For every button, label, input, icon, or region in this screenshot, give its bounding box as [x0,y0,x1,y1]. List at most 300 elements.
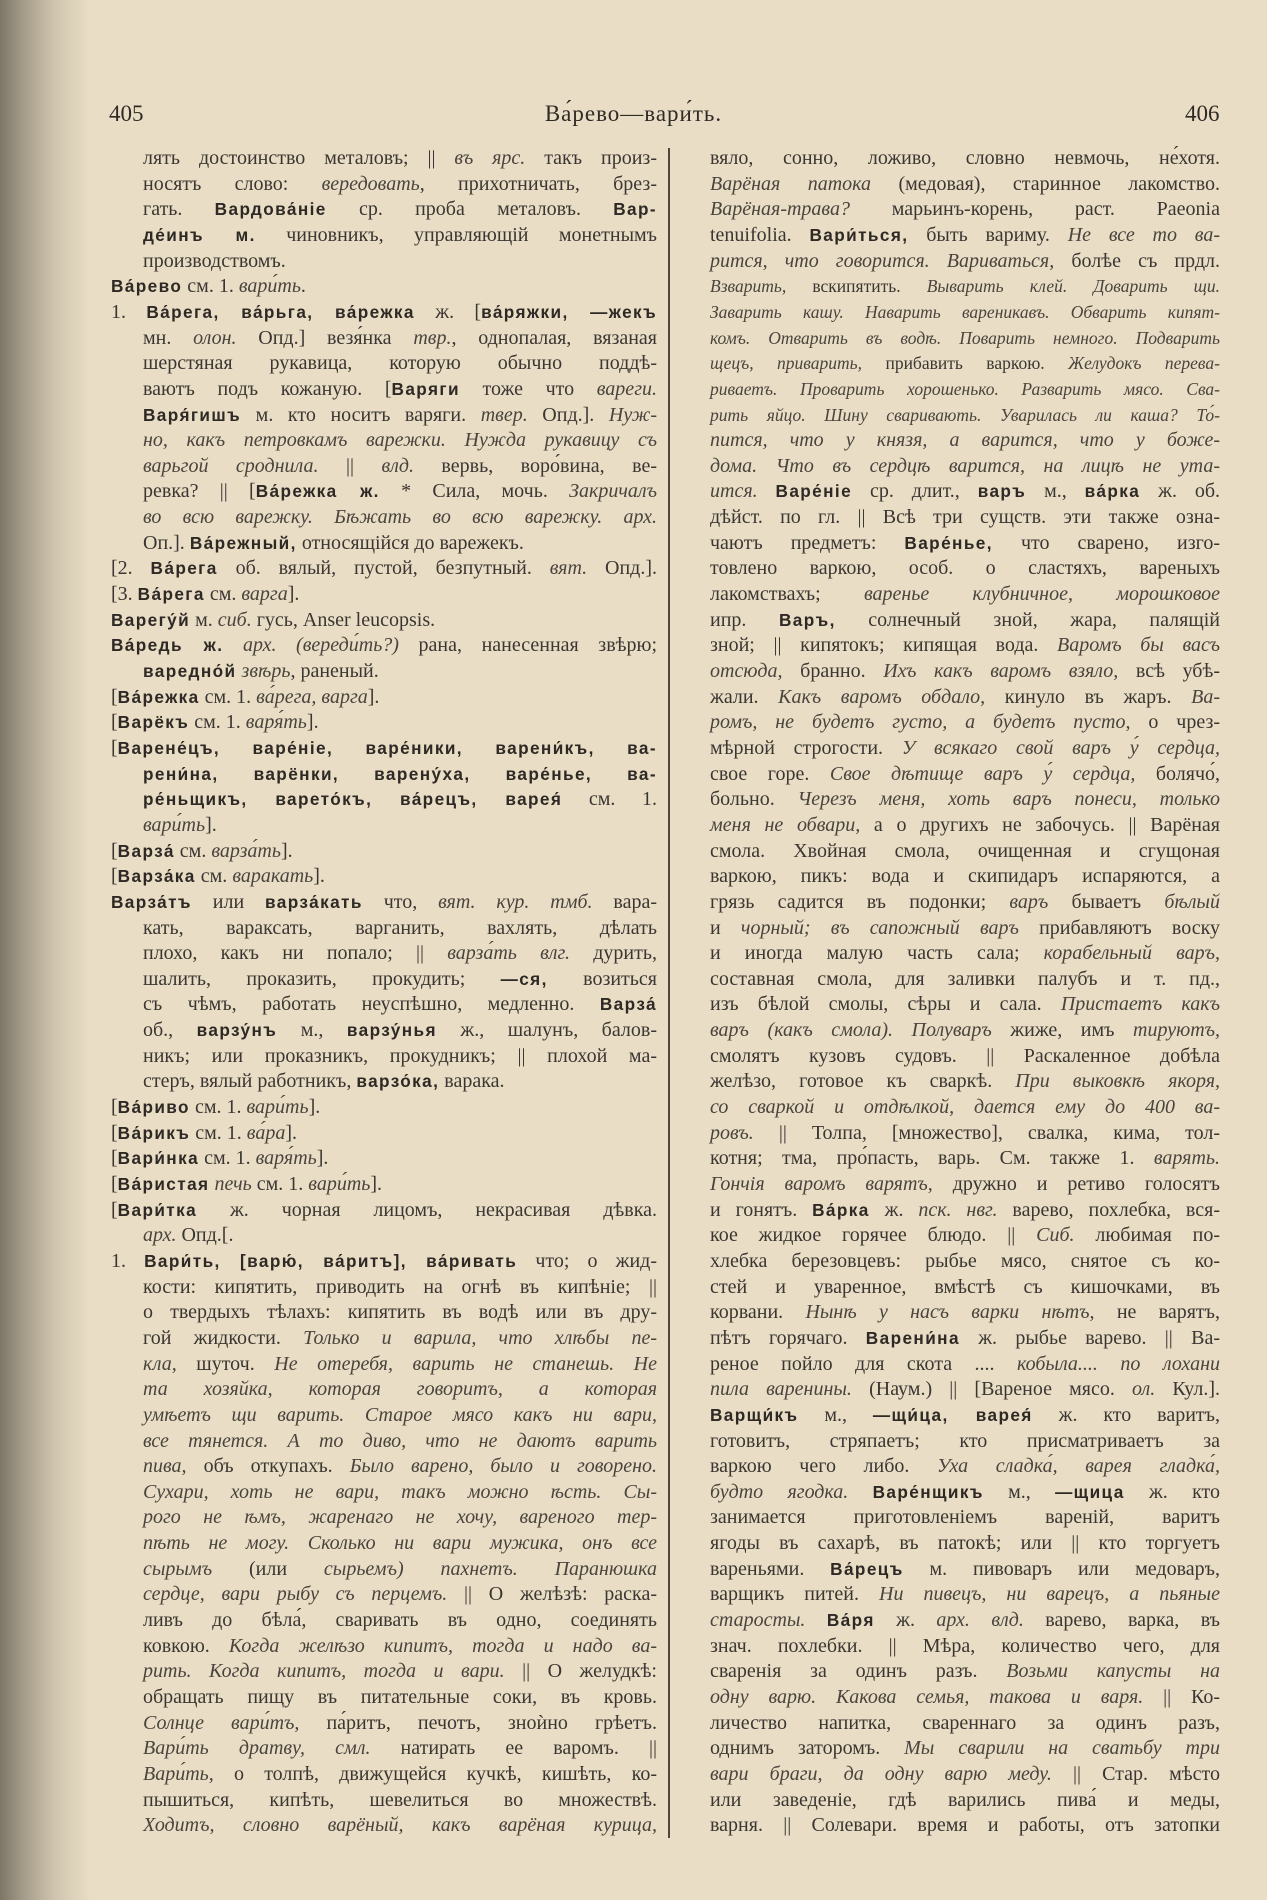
text: [ [111,736,118,759]
dictionary-line [143,787,657,813]
text: об. вялый, пустой, безпутный. [217,557,550,580]
dictionary-line [111,1172,657,1198]
dictionary-line [111,864,657,890]
italic-text: варя́ть [255,1147,317,1170]
italic-text: Нуж- [608,403,657,426]
italic-text: влд. [381,454,414,477]
italic-text: Вари́ть дратву, смл. [143,1737,371,1760]
text: || Толпа, [множество], свалка, кима, тол- [753,1121,1220,1144]
italic-text: вари́ть [308,1173,371,1195]
italic-text: Варёная-трава? [710,198,850,221]
dictionary-line [710,1352,1220,1378]
text: сваренія за одинъ разъ. [710,1660,1007,1683]
dictionary-line [143,1377,657,1403]
dictionary-line [143,1223,657,1249]
italic-text: Варёная патока [710,172,872,195]
headword: Ва́режка ж. [255,481,380,502]
text: обращать пищу въ питательные соки, въ кровь. [143,1686,657,1708]
text: кинуло въ жаръ. [985,685,1192,708]
italic-text: Черезъ меня, хоть варъ понеси, только [797,788,1221,811]
dictionary-line [143,351,657,377]
headword: Варщи́къ [710,1404,799,1425]
text: ср. проба металовъ. [326,198,614,221]
dictionary-line [143,403,657,429]
dictionary-line [710,1300,1220,1326]
headword: Варёкъ [117,712,190,733]
italic-text: Ихъ какъ варомъ взяло, [883,660,1119,682]
dictionary-line [143,1685,657,1711]
headword: Вардова́ніе [214,199,327,220]
headword: варедно́й [143,661,237,681]
text: что сварено, изго- [992,531,1220,554]
headword: Вар- [613,199,657,220]
text: однимъ заторомъ. [710,1737,905,1760]
text: см. [204,583,242,606]
text: см. 1. [182,275,239,298]
italic-text: Выварить клей. Доварить щи. [926,276,1220,297]
text: лакомствахъ; [710,583,864,606]
dictionary-line [143,992,657,1018]
text: 1. [111,300,147,323]
italic-text: вят. кур. тмб. [438,890,593,913]
text: , однопалая, вязаная [451,326,657,349]
headword: Ва́риво [117,1097,190,1118]
italic-text: олон. [193,326,237,349]
text: о чрез- [1130,711,1221,734]
dictionary-line [143,223,657,249]
text: пѣтъ горячаго. [710,1326,866,1349]
text: болѣе съ прдл. [1054,249,1220,272]
italic-text: умѣетъ щи варить. Старое мясо какъ ни вари, [143,1403,657,1426]
text: ]. [205,813,217,836]
text: стей и уваренное, вмѣстѣ съ кишочками, въ [710,1275,1220,1298]
dictionary-line [710,1223,1220,1249]
text: шуточ. [176,1352,275,1375]
text [223,634,243,656]
text: прибавить варкою. [862,353,1069,374]
italic-text: варьгой сроднила. [143,454,319,477]
text: м. пивоваръ или медоваръ, [903,1557,1220,1580]
dictionary-line [710,685,1220,711]
dictionary-line [710,813,1220,839]
dictionary-line [111,300,657,326]
dictionary-line [710,1249,1220,1275]
text: [3. [111,583,138,606]
text: м. [190,608,218,631]
text: ливъ до бѣла́, сваривать въ одно, соединять [143,1609,657,1632]
dictionary-line [143,531,657,557]
italic-text: варять. [1153,1147,1220,1170]
text: относящійся до варежекъ. [296,531,524,554]
headword: варзу́нья [346,1020,437,1041]
dictionary-line [710,710,1220,736]
headword: Варе́ніе [775,481,853,502]
text: всѣ убѣ- [1118,660,1220,682]
text: а о другихъ не забочусь. || Варёная [860,813,1220,836]
text: (медовая), старинное лакомство. [871,172,1220,195]
text: вара- [592,890,658,913]
text: гать. [143,198,215,221]
dictionary-line [710,941,1220,967]
headword: Варза́ [117,840,175,861]
italic-text: Было варено, было и говорено. [349,1455,657,1478]
text: варево, варка, въ [1023,1609,1221,1632]
text: смола. Хвойная смола, очищенная и сгущоная [710,839,1220,862]
dictionary-line [143,197,657,223]
dictionary-line [143,762,657,788]
italic-text: Вари́ть, [143,1762,214,1785]
italic-text: ровъ. [710,1121,754,1144]
italic-text: Нынѣ у насъ варки нѣтъ, [805,1301,1095,1324]
italic-text: Не все то ва- [1067,223,1221,246]
text: Опд.]. [527,403,609,426]
dictionary-line [143,813,657,839]
dictionary-line [710,967,1220,993]
dictionary-line [143,1300,657,1326]
text: см. [174,839,212,862]
headword: —ся, [500,968,548,989]
text: зной; || кипятокъ; кипящая вода. [710,634,1057,657]
text: смолятъ кузовъ судовъ. || Раскаленное добѣла [710,1044,1220,1067]
text: никъ; или проказникъ, прокудникъ; || плохой ма- [143,1044,657,1067]
headword: Вари́ть, [варю́, ва́ритъ], ва́ривать [144,1250,518,1271]
italic-text: ится. [710,480,758,503]
text: бранно. [782,660,884,682]
text: см. 1. [189,711,246,734]
dictionary-line [111,710,657,736]
headword: ва́ряжки, —жекъ [481,301,657,322]
dictionary-line [143,377,657,403]
italic-text: варъ (какъ смола). Полуваръ [710,1019,992,1042]
dictionary-line [710,274,1220,300]
dictionary-line [710,479,1220,505]
text: быть вариму. [908,223,1068,246]
text: дурить, [570,942,657,965]
text: [ [111,865,118,888]
headword: варъ [977,481,1027,502]
italic-text: отсюда, [710,660,783,682]
text: 1. [111,1249,145,1272]
italic-text: дома. Что въ сердцѣ варится, на лицѣ не ута- [710,454,1220,477]
text: жали. [710,685,779,708]
dictionary-line [143,1326,657,1352]
italic-text: Солнце вари́тъ, [143,1711,300,1734]
text: * Сила, мочь. [379,480,570,503]
headword: Ва́рега [150,558,218,579]
italic-text: Когда желѣзо кипитъ, тогда и надо ва- [228,1634,657,1657]
italic-text: Свое дѣтище варъ у́ сердца, [829,762,1136,785]
italic-text: Пристаетъ какъ [1060,993,1220,1016]
text: гусь, Anser leucopsis. [251,608,436,631]
dictionary-line [143,326,657,352]
column-divider [668,148,670,1838]
dictionary-line [710,1685,1220,1711]
headword: варзу́нъ [196,1020,278,1041]
text: [ [111,1121,118,1144]
dictionary-line [710,1095,1220,1121]
dictionary-line [710,428,1220,454]
text: ж., шалунъ, балов- [436,1019,657,1042]
text: дѣйст. по гл. || Всѣ три сущств. эти также озна- [710,506,1220,529]
headword: Варза́ка [117,866,196,887]
italic-text: ва́ра [246,1121,286,1144]
dictionary-line [710,1788,1220,1814]
text: варщикъ питей. [710,1583,879,1606]
text: шалить, проказить, прокудить; [143,967,501,990]
dictionary-line [143,1352,657,1378]
dictionary-line [143,1069,657,1095]
text: . [300,275,306,298]
headword: Ва́рикъ [117,1122,191,1143]
dictionary-line [710,787,1220,813]
text: дружно и ретиво голосятъ [932,1173,1220,1195]
text: кости: кипятить, приводить на огнѣ въ кипѣніе; || [143,1275,657,1298]
dictionary-line [710,1146,1220,1172]
text: ]. [370,1173,383,1195]
dictionary-line [143,1608,657,1634]
dictionary-line [143,916,657,942]
text: Опд.]. [587,557,657,580]
text: составная смола, для заливки палубъ и т. пд., [710,967,1220,990]
dictionary-line [710,531,1220,557]
text: знач. похлебки. || Мѣра, количество чего, для [710,1634,1220,1657]
text: производствомъ. [143,249,286,272]
text: такъ произ- [525,147,657,169]
headword: Ва́рка [812,1199,870,1220]
italic-text: пѣть не могу. Сколько ни вари мужика, онъ все [143,1532,657,1555]
text: вскипятить. [786,276,927,297]
dictionary-line [111,839,657,865]
text: || Стар. мѣсто [1051,1762,1220,1785]
text: Опд.[. [176,1224,234,1247]
dictionary-line [710,1326,1220,1352]
dictionary-line [710,633,1220,659]
italic-text: вари́ть [143,813,206,836]
dictionary-line [143,1813,657,1839]
text: (Наум.) || [Вареное мясо. [851,1378,1133,1401]
text: ]. [313,865,325,888]
text: [ [111,1198,118,1221]
text: ипр. [710,608,779,631]
italic-text: меня не обвари, [710,813,861,836]
dictionary-line [710,992,1220,1018]
headword: рени́на, варёнки, варену́ха, варе́нье, ва- [143,763,657,784]
italic-text: сырьемъ) пахнетъ. Паранюшка [323,1557,657,1580]
text: свое горе. [710,762,830,785]
dictionary-line [111,582,657,608]
dictionary-line [710,608,1220,634]
dictionary-line [710,1813,1220,1839]
italic-text: пила варенины. [710,1378,852,1401]
text: ]. [316,1147,329,1170]
italic-text: Варомъ бы васъ [1057,634,1220,657]
italic-text: варакать [232,865,314,888]
text: готовитъ, стряпаетъ; кто присматриваетъ за [710,1429,1220,1452]
text: кать, вараксать, варганить, вахлять, дѣлать [143,916,657,939]
dictionary-line [111,1249,657,1275]
dictionary-line [111,633,657,659]
headword: Варза́тъ [111,891,192,912]
dictionary-line [710,454,1220,480]
text: см. 1. [189,1096,247,1119]
italic-text: будто ягодка. [710,1480,849,1503]
text: варево, похлебка, вся- [997,1198,1220,1221]
text: вяло, сонно, ложиво, словно невмочь, не́хотя. [710,147,1220,169]
dictionary-line [143,428,657,454]
dictionary-line [111,685,657,711]
dictionary-line [143,1659,657,1685]
text: [ [111,839,118,862]
italic-text: рить. Когда кипитъ, тогда и вари. [143,1660,505,1683]
headword: Варъ, [778,609,836,630]
text: котня; тма, про́пасть, варь. См. также 1. [710,1147,1154,1170]
text: или [191,890,266,913]
headword: Ва́рево [111,276,183,297]
headword: —щи́ца, варея́ [872,1404,1033,1425]
dictionary-line [710,556,1220,582]
italic-text: сиб. [217,608,252,631]
dictionary-line [710,1429,1220,1455]
text: ср. длит., [852,480,978,503]
dictionary-line [710,1275,1220,1301]
text: больно. [710,788,798,811]
italic-text: но, какъ петровкамъ варежки. Нужда рукавицу съ [143,429,657,452]
dictionary-line [710,326,1220,352]
italic-text: ромъ, не будетъ густо, а будетъ пусто, [710,711,1131,734]
dictionary-line [710,1198,1220,1224]
dictionary-line [143,659,657,685]
headword: Варе́нщикъ [872,1481,984,1502]
italic-text: арх. влд. [936,1609,1024,1632]
text: ж. кто [1124,1480,1221,1503]
text: что; о жид- [517,1249,658,1272]
dictionary-line [710,1069,1220,1095]
italic-text: твер. [480,403,528,426]
text: [2. [111,557,151,580]
italic-text: варъ [1009,890,1049,913]
text [805,1609,826,1631]
dictionary-line [143,1018,657,1044]
headword: —щица [1055,1481,1125,1502]
text: || О желѣзѣ: раска- [447,1583,657,1606]
page-number-right: 406 [1185,101,1220,126]
italic-text: чорный; въ сапожный варъ [740,916,1019,939]
text: ]. [285,1121,298,1144]
italic-text: сердце, вари рыбу съ перцемъ. [143,1583,448,1606]
text: о твердыхъ тѣлахъ: кипятить въ водѣ или въ дру- [143,1301,657,1324]
dictionary-line [710,1711,1220,1737]
italic-text: одну варю. Какова семья, такова и варя. [710,1686,1144,1708]
text: Оп.]. [143,531,190,554]
text: ж. [869,1198,919,1221]
text: ковкою. [143,1634,229,1657]
running-head-title: Ва́рево—вари́ть. [544,101,723,126]
text: см. 1. [562,788,657,811]
text: см. 1. [199,1147,256,1170]
italic-text: рить яйцо. Шину сваривають. Уварилась ли каша? То́- [710,404,1220,425]
italic-text: Какъ варомъ обдало, [778,685,986,708]
text: варкою, пикъ: вода и скипидаръ испаряются, а [710,865,1220,888]
text: рана, нанесенная звѣрю; [398,634,658,657]
text: ж. чорная лицомъ, некрасивая дѣвка. [197,1198,657,1221]
text: па́ритъ, печотъ, зноѝно грѣетъ. [299,1711,657,1734]
dictionary-line [710,223,1220,249]
text: пышиться, кипѣть, шевелиться во множествѣ. [143,1788,657,1811]
text: м., [983,1480,1056,1503]
text: болячо́, [1135,762,1221,785]
text: натирать ее варомъ. || [370,1737,658,1760]
text: [ [111,1173,118,1195]
text: ревка? || [ [143,480,256,503]
dictionary-line [111,1121,657,1147]
text: личество напитка, свареннаго за одинъ разъ, [710,1711,1220,1734]
text: см. 1. [190,1121,247,1144]
italic-text: Ни пивецъ, ни варецъ, а пьяные [879,1583,1220,1606]
italic-text: въ ярс. [454,147,526,169]
dictionary-line [143,1711,657,1737]
italic-text: Только и варила, что хлѣбы пе- [303,1326,658,1349]
headword: Варе́нье, [904,532,993,553]
text: съ чѣмъ, работать неуспѣшно, медленно. [143,993,600,1016]
headword: Варя́гишъ [143,404,242,425]
dictionary-line [111,1146,657,1172]
dictionary-line [710,1480,1220,1506]
headword: Варени́на [865,1327,960,1348]
dictionary-line [710,582,1220,608]
dictionary-line [710,1454,1220,1480]
dictionary-line [143,505,657,531]
italic-text: кобыла.... по лохани [1017,1352,1220,1375]
text: ж. [874,1609,937,1632]
dictionary-line [710,1582,1220,1608]
text: мѣрной строгости. [710,736,902,759]
text: ]. [287,583,300,606]
headword: Вари́нка [117,1148,200,1169]
headword: Вари́ться, [809,224,909,245]
text: ж. рыбье варево. || Ва- [959,1326,1220,1349]
text: шерстяная рукавица, которую обычно поддѣ- [143,352,657,375]
text: об., [143,1019,197,1042]
italic-text: варга [241,583,288,606]
text: носятъ слово: [143,172,322,195]
dictionary-line [143,1505,657,1531]
text: марьинъ-корень, раст. Paeonia [849,198,1220,221]
headword: Варза́ [599,994,657,1015]
italic-text: пится, что у князя, а варится, что у боже- [710,429,1220,452]
text [758,480,776,502]
dictionary-line [143,249,657,275]
text: возиться [547,967,657,990]
italic-text: щецъ, приварить, [710,353,863,374]
dictionary-line [710,1121,1220,1147]
italic-text: старосты. [710,1609,806,1632]
text: см. 1. [199,685,257,708]
italic-text: арх. [143,1224,177,1247]
text: ]. [367,685,380,708]
text: желѣзо, готовое къ сваркѣ. [710,1070,1016,1093]
italic-text: Возьми капусты на [1006,1660,1220,1683]
dictionary-line [710,864,1220,890]
text: лять достоинство металовъ; || [143,147,455,169]
text: , прихотничать, брез- [419,172,657,195]
text: гой жидкости. [143,1326,304,1349]
dictionary-line [710,916,1220,942]
text: ж. кто варитъ, [1032,1403,1221,1426]
italic-text: корабельный варъ, [1043,942,1221,965]
text: варака. [439,1070,505,1093]
text: жиже, имъ [991,1019,1134,1042]
text: занимается приготовленіемъ вареній, варитъ [710,1506,1220,1529]
